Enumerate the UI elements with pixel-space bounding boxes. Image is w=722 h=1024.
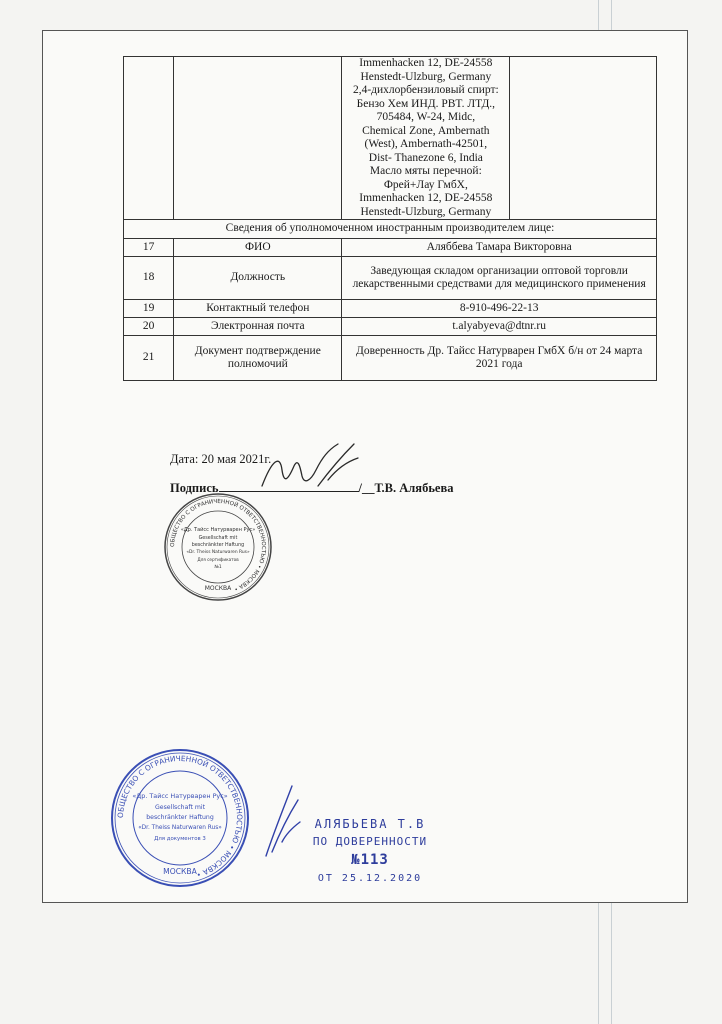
manufacturer-line: Фрей+Лау ГмбХ, bbox=[383, 178, 468, 191]
row-label: ФИО bbox=[174, 239, 342, 257]
manufacturer-line: Dist- Thanezone 6, India bbox=[368, 151, 483, 164]
row-number: 18 bbox=[124, 257, 174, 300]
signature-label: Подпись bbox=[170, 481, 219, 495]
manufacturer-line: Henstedt-Ulzburg, Germany bbox=[360, 70, 492, 83]
row-value: 8-910-496-22-13 bbox=[342, 300, 657, 318]
svg-text:«Др. Тайсс Натурварен Рус»: «Др. Тайсс Натурварен Рус» bbox=[132, 792, 228, 800]
svg-text:Gesellschaft mit: Gesellschaft mit bbox=[198, 536, 238, 541]
table-row bbox=[124, 318, 657, 336]
table-row bbox=[124, 336, 657, 381]
table-row bbox=[124, 57, 657, 220]
manufacturer-line: 2,4-дихлорбензиловый спирт: bbox=[352, 84, 499, 96]
svg-text:№1: №1 bbox=[214, 565, 222, 570]
company-seal-small bbox=[163, 492, 273, 602]
svg-text:«Др. Тайсс Натурварен Рус»: «Др. Тайсс Натурварен Рус» bbox=[180, 527, 256, 533]
row-value: Доверенность Др. Тайсс Натурварен ГмбХ б/н от 24 марта 2021 года bbox=[342, 336, 657, 381]
manufacturer-line: Henstedt-Ulzburg, Germany bbox=[360, 205, 492, 218]
table-row bbox=[124, 300, 657, 318]
manufacturer-line: Immenhacken 12, DE-24558 bbox=[359, 192, 493, 204]
manufacturer-line: Бензо Хем ИНД. PBT. ЛТД., bbox=[356, 97, 496, 110]
handwritten-signature bbox=[258, 440, 368, 498]
svg-text:МОСКВА: МОСКВА bbox=[163, 867, 197, 876]
svg-text:«Dr. Theiss Naturwaren Rus»: «Dr. Theiss Naturwaren Rus» bbox=[138, 825, 222, 831]
svg-text:Для документов 3: Для документов 3 bbox=[154, 836, 206, 842]
row-number: 21 bbox=[124, 336, 174, 381]
manufacturer-line: Chemical Zone, Ambernath bbox=[362, 124, 490, 137]
row-value: Заведующая складом организации оптовой торговли лекарственными средствами для медицинского применения bbox=[342, 257, 657, 300]
row-value: Аляббева Тамара Викторовна bbox=[342, 239, 657, 257]
power-of-attorney-line: ПО ДОВЕРЕННОСТИ №113 bbox=[312, 835, 428, 868]
row-label: Документ подтверждение полномочий bbox=[174, 336, 342, 381]
svg-text:beschränkter Haftung: beschränkter Haftung bbox=[146, 814, 214, 821]
section-header-row bbox=[124, 220, 657, 239]
manufacturer-line: 705484, W-24, Midc, bbox=[376, 111, 476, 123]
table-cell bbox=[124, 57, 174, 220]
handwritten-signature-blue bbox=[262, 782, 304, 862]
row-number: 19 bbox=[124, 300, 174, 318]
table-row bbox=[124, 239, 657, 257]
svg-text:ОБЩЕСТВО С ОГРАНИЧЕННОЙ ОТВЕТС: ОБЩЕСТВО С ОГРАНИЧЕННОЙ ОТВЕТСТВЕННОСТЬЮ • МОСКВА • bbox=[115, 753, 245, 880]
table-cell bbox=[510, 57, 657, 220]
row-value: t.alyabyeva@dtnr.ru bbox=[342, 318, 657, 336]
manufacturer-line: Масло мяты перечной: bbox=[369, 165, 482, 177]
manufacturer-line: (West), Ambernath-42501, bbox=[364, 138, 488, 150]
date-line: Дата: 20 мая 2021г. bbox=[170, 452, 272, 466]
manufacturers-cell bbox=[342, 57, 510, 220]
row-label: Контактный телефон bbox=[174, 300, 342, 318]
svg-text:МОСКВА: МОСКВА bbox=[204, 585, 232, 592]
svg-text:«Dr. Theiss Naturwaren Rus»: «Dr. Theiss Naturwaren Rus» bbox=[186, 550, 250, 555]
section-header: Сведения об уполномоченном иностранным производителем лице: bbox=[124, 220, 657, 239]
row-number: 17 bbox=[124, 239, 174, 257]
manufacturer-line: Immenhacken 12, DE-24558 bbox=[359, 57, 493, 69]
table-row bbox=[124, 257, 657, 300]
signatory-name: /__Т.В. Алябьева bbox=[358, 481, 454, 495]
svg-text:ОБЩЕСТВО С ОГРАНИЧЕННОЙ ОТВЕТС: ОБЩЕСТВО С ОГРАНИЧЕННОЙ ОТВЕТСТВЕННОСТЬЮ • МОСКВА • bbox=[169, 498, 267, 592]
row-label: Должность bbox=[174, 257, 342, 300]
registration-table bbox=[123, 56, 657, 381]
company-seal-large bbox=[110, 748, 250, 888]
svg-text:Gesellschaft mit: Gesellschaft mit bbox=[154, 804, 206, 811]
svg-text:beschränkter Haftung: beschränkter Haftung bbox=[191, 543, 245, 548]
svg-text:Для сертификатов: Для сертификатов bbox=[197, 557, 239, 562]
authorized-person: АЛЯБЬЕВА Т.В bbox=[314, 817, 426, 831]
table-cell bbox=[174, 57, 342, 220]
row-number: 20 bbox=[124, 318, 174, 336]
row-label: Электронная почта bbox=[174, 318, 342, 336]
power-of-attorney-date: ОТ 25.12.2020 bbox=[317, 873, 423, 884]
authorization-stamp bbox=[300, 815, 440, 888]
